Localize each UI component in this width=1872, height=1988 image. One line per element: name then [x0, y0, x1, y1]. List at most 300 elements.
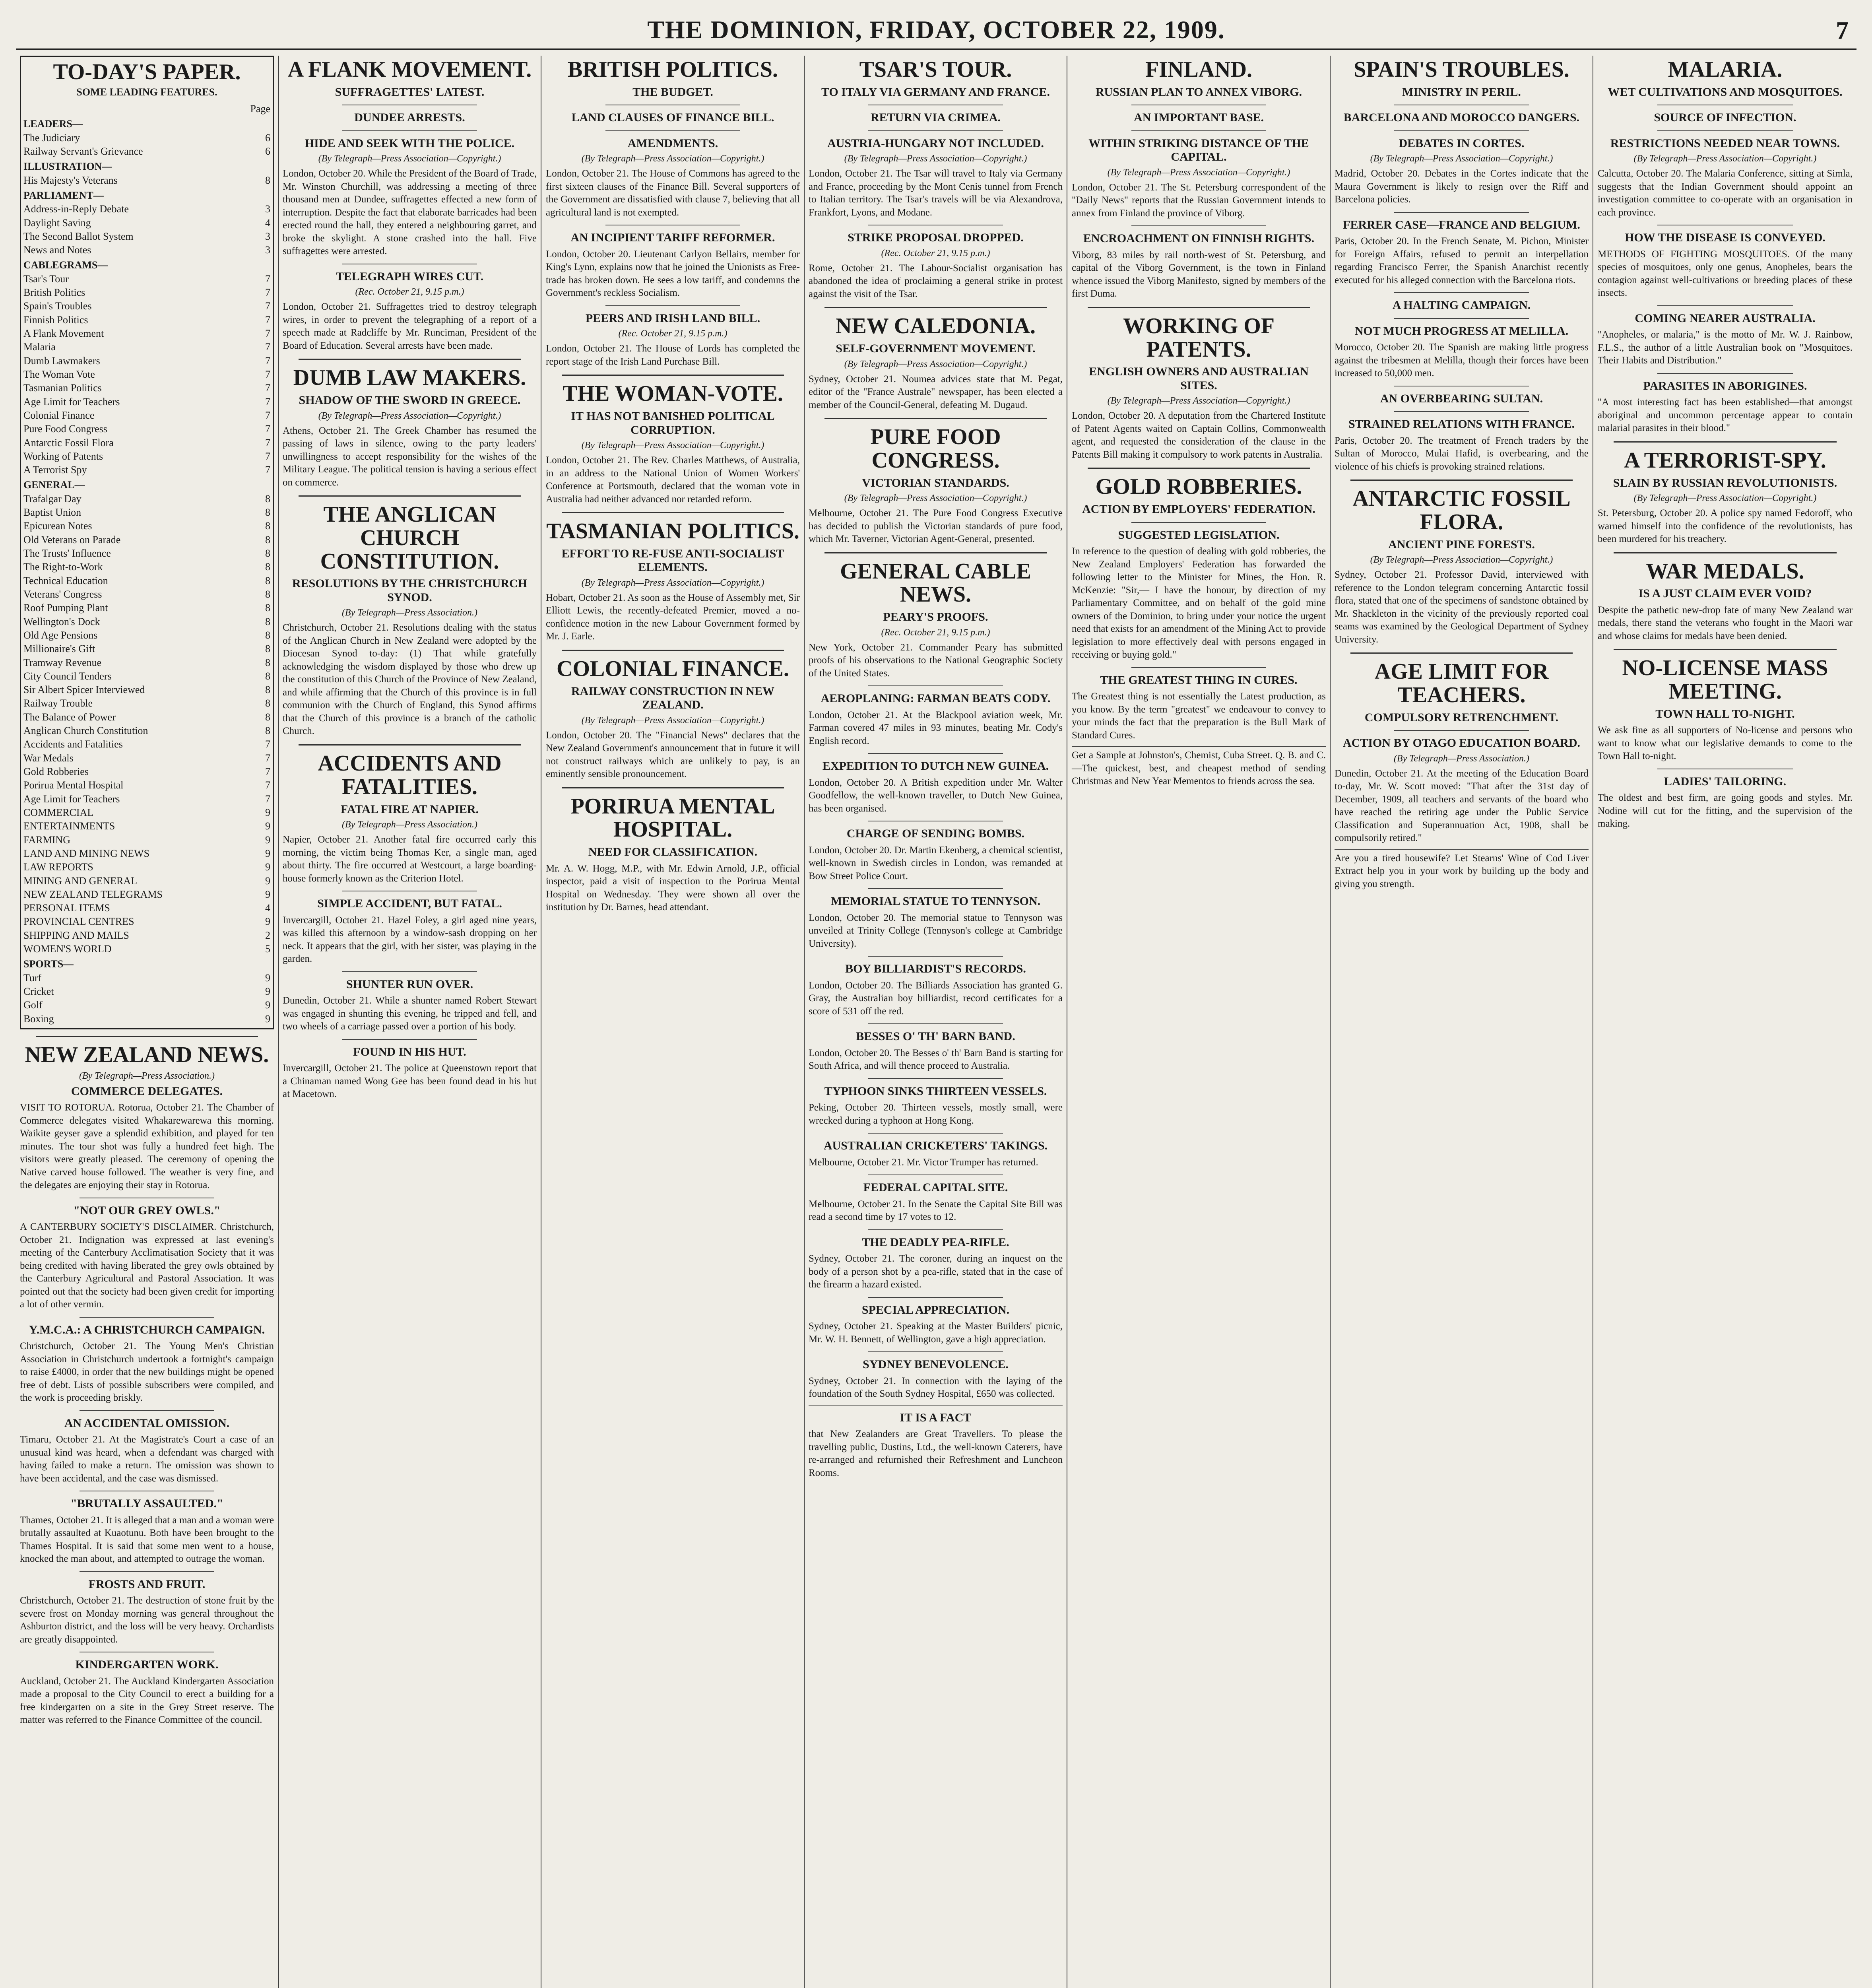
article-subheading: WITHIN STRIKING DISTANCE OF THE CAPITAL. [1088, 136, 1309, 164]
article-subheading: "BRUTALLY ASSAULTED." [70, 1497, 223, 1510]
article-subheading: SHADOW OF THE SWORD IN GREECE. [299, 394, 521, 407]
column-c6 [1331, 56, 1593, 1988]
sub-divider [868, 1078, 1003, 1079]
index-row-page: 2 [265, 929, 270, 941]
article-divider [562, 375, 784, 376]
article-divider [824, 418, 1047, 419]
article-headline: NEW ZEALAND NEWS. [25, 1042, 269, 1067]
index-row-label: Spain's Troubles [23, 300, 92, 312]
index-row-page: 8 [265, 507, 270, 518]
index-row [23, 299, 270, 313]
index-row-label: Baptist Union [23, 507, 81, 518]
article-subheading: DEBATES IN CORTES. [1399, 136, 1525, 150]
index-row-label: Veterans' Congress [23, 588, 102, 600]
index-row-label: Porirua Mental Hospital [23, 779, 124, 791]
article-body: Invercargill, October 21. Hazel Foley, a girl aged nine years, was killed this afternoon by a window-sash dropping on her neck. It appears that the girl, with her sister, was playing in the garden. [283, 914, 537, 965]
index-row-page: 8 [265, 684, 270, 696]
index-row-label: Age Limit for Teachers [23, 396, 120, 408]
index-row-label: PROVINCIAL CENTRES [23, 916, 134, 928]
article-divider [562, 650, 784, 651]
article-divider [562, 787, 784, 788]
article-body: London, October 20. The Besses o' th' Barn Band is starting for South Africa, and will thence proceed to Australia. [809, 1047, 1063, 1072]
article-credit: (By Telegraph—Press Association.) [79, 1070, 215, 1081]
article-divider [1350, 652, 1573, 654]
index-row-label: Old Age Pensions [23, 629, 98, 641]
article-subheading: PEERS AND IRISH LAND BILL. [585, 311, 760, 325]
article-body: London, October 21. The House of Commons has agreed to the first sixteen clauses of the Finance Bill. Several supporters of the Government are dissatisfied with clause 7, believing that all agricultural land is not exempted. [546, 168, 800, 218]
article-subheading: COMMERCE DELEGATES. [71, 1084, 223, 1098]
article-headline: FINLAND. [1145, 57, 1253, 82]
index-row-label: Malaria [23, 341, 56, 353]
sub-divider [868, 888, 1003, 889]
index-row [23, 174, 270, 187]
index-row-page: 8 [265, 697, 270, 709]
index-row-page: 7 [265, 273, 270, 285]
index-row-label: Gold Robberies [23, 766, 89, 777]
index-row-page: 8 [265, 643, 270, 655]
index-row-page: 7 [265, 368, 270, 380]
article-subheading: ACTION BY EMPLOYERS' FEDERATION. [1082, 503, 1315, 516]
index-row-page: 3 [265, 203, 270, 215]
index-row [23, 158, 270, 173]
sub-divider [80, 1571, 214, 1572]
article-subheading: ACTION BY OTAGO EDUCATION BOARD. [1343, 736, 1580, 750]
index-row [23, 492, 270, 506]
index-row [23, 642, 270, 656]
article-headline: A TERRORIST-SPY. [1624, 448, 1826, 473]
index-row [23, 354, 270, 368]
index-row-label: Tasmanian Politics [23, 382, 102, 394]
article-subheading: PEARY'S PROOFS. [883, 610, 988, 624]
index-row-label: NEW ZEALAND TELEGRAMS [23, 888, 163, 900]
article-subheading: WET CULTIVATIONS AND MOSQUITOES. [1608, 85, 1843, 99]
article-subheading: AUSTRIA-HUNGARY NOT INCLUDED. [827, 136, 1044, 150]
article-subheading: LADIES' TAILORING. [1664, 775, 1787, 788]
index-row-page: 7 [265, 382, 270, 394]
article-credit: (By Telegraph—Press Association.) [1393, 753, 1530, 764]
article-subheading: FOUND IN HIS HUT. [353, 1045, 466, 1058]
index-row-page: 8 [265, 547, 270, 559]
article-credit: (By Telegraph—Press Association—Copyright.) [1370, 555, 1553, 565]
index-row-page: 7 [265, 423, 270, 435]
page-number: 7 [1836, 16, 1849, 45]
index-row-label: Finnish Politics [23, 314, 88, 326]
article-headline: GENERAL CABLE NEWS. [840, 559, 1031, 607]
sub-divider [1657, 130, 1793, 131]
index-row-page: 9 [265, 806, 270, 818]
index-subtitle: SOME LEADING FEATURES. [76, 86, 217, 98]
index-row-page: 7 [265, 793, 270, 805]
index-row-page: 7 [265, 314, 270, 326]
article-subheading: AN OVERBEARING SULTAN. [1380, 392, 1543, 405]
article-body: Christchurch, October 21. Resolutions dealing with the status of the Anglican Church in New Zealand were adopted by the Diocesan Synod to-day: (1) That while gratefully acknowledging the wisdom displayed by those who drew up the constitution of this Church of the Province of New Zealand, and while affirming that the Church of this province is in full communion with the Church of England, this Synod affirms that the Church of this province is a branch of the catholic Church. [283, 622, 537, 737]
index-row [23, 888, 270, 901]
index-row-label: LAND AND MINING NEWS [23, 847, 150, 859]
index-row-page: 9 [265, 847, 270, 859]
index-row-label: City Council Tenders [23, 670, 112, 682]
index-row [23, 874, 270, 888]
index-row-page: 7 [265, 437, 270, 448]
index-row [23, 711, 270, 724]
article-body: London, October 20. The "Financial News" declares that the New Zealand Government's announcement that in future it will not construct railways which are unlikely to pay, is an eminently sensible pronouncement. [546, 730, 800, 780]
article-credit: (By Telegraph—Press Association—Copyright.) [1633, 153, 1817, 164]
sub-divider [605, 305, 740, 306]
article-subheading: TELEGRAPH WIRES CUT. [336, 270, 484, 283]
article-headline: BRITISH POLITICS. [567, 57, 778, 82]
article-subheading: AN ACCIDENTAL OMISSION. [64, 1416, 230, 1430]
index-row-page: 5 [265, 943, 270, 955]
sub-divider [1131, 667, 1266, 668]
index-row-label: Anglican Church Constitution [23, 725, 148, 737]
article-body: Christchurch, October 21. The Young Men's Christian Association in Christchurch undertook a fortnight's campaign to raise £4000, in order that the new buildings might be opened free of debt. Lists of possible subscribers were compiled, and the work is proceeding briskly. [20, 1341, 274, 1404]
index-row [23, 409, 270, 422]
sub-divider [1394, 292, 1529, 293]
index-row [23, 272, 270, 286]
index-row-page: 7 [265, 738, 270, 750]
article-subheading: SLAIN BY RUSSIAN REVOLUTIONISTS. [1613, 476, 1837, 489]
article-subheading: PARASITES IN ABORIGINES. [1643, 379, 1807, 392]
column-c4 [805, 56, 1067, 1988]
index-row-label: CABLEGRAMS— [23, 259, 108, 271]
article-subheading: SOURCE OF INFECTION. [1654, 111, 1796, 124]
article-body: London, October 20. The memorial statue to Tennyson was unveiled at Trinity College (Tennyson's college at Cambridge University). [809, 912, 1063, 949]
article-body: "A most interesting fact has been established—that amongst aboriginal and uncommon percentage appear to contain malarial parasites in their blood." [1598, 397, 1853, 434]
article-body: Melbourne, October 21. The Pure Food Congress Executive has decided to publish the Victorian standards of pure food, which Mr. Taverner, Victorian Agent-General, presented. [809, 508, 1063, 545]
article-divider [1350, 480, 1573, 481]
article-headline: TSAR'S TOUR. [859, 57, 1012, 82]
article-subheading: THE BUDGET. [632, 85, 713, 99]
sub-divider [342, 130, 477, 131]
index-row-page: 7 [265, 287, 270, 299]
index-row-label: SPORTS— [23, 958, 74, 970]
article-body: Viborg, 83 miles by rail north-west of St. Petersburg, and capital of the Viborg Government, is the town in Finland whence issued the Viborg Manifesto, signed by members of the first Duma. [1072, 249, 1326, 299]
index-row [23, 519, 270, 533]
index-row-label: COMMERCIAL [23, 806, 94, 818]
article-subheading: ANCIENT PINE FORESTS. [1388, 538, 1535, 551]
index-row [23, 670, 270, 683]
column-c5 [1068, 56, 1331, 1988]
article-credit: (By Telegraph—Press Association—Copyright.) [844, 359, 1027, 369]
article-subheading: ENCROACHMENT ON FINNISH RIGHTS. [1083, 232, 1315, 245]
index-row-label: ILLUSTRATION— [23, 161, 113, 173]
article-subheading: THE GREATEST THING IN CURES. [1100, 673, 1298, 687]
article-subheading: ENGLISH OWNERS AND AUSTRALIAN SITES. [1089, 365, 1309, 392]
article-subheading: AN IMPORTANT BASE. [1133, 111, 1264, 124]
article-body: Sydney, October 21. The coroner, during an inquest on the body of a person shot by a pea-rifle, stated that in the case of the firearm a hazard existed. [809, 1253, 1063, 1290]
index-box [20, 56, 274, 1029]
sub-divider [868, 1133, 1003, 1134]
index-row-label: The Second Ballot System [23, 230, 134, 242]
article-credit: (By Telegraph—Press Association—Copyright.) [844, 493, 1027, 504]
sub-divider [80, 1410, 214, 1411]
index-page-heading: Page [250, 103, 270, 115]
index-row-page: 9 [265, 820, 270, 832]
index-row-label: Age Limit for Teachers [23, 793, 120, 805]
article-body: We ask fine as all supporters of No-license and persons who want to know what our legislative demands to come to the Town Hall to-night. [1598, 725, 1853, 762]
index-row-label: The Trusts' Influence [23, 547, 111, 559]
index-row-page: 7 [265, 409, 270, 421]
article-headline: NO-LICENSE MASS MEETING. [1622, 656, 1828, 704]
advertisement [1335, 849, 1589, 891]
article-body: London, October 21. The St. Petersburg correspondent of the "Daily News" reports that the Russian Government intends to annex from Finland the province of Viborg. [1072, 182, 1326, 219]
article-headline: NEW CALEDONIA. [835, 314, 1036, 339]
article-credit: (Rec. October 21, 9.15 p.m.) [355, 287, 464, 297]
article-subheading: SHUNTER RUN OVER. [346, 977, 473, 991]
index-row-label: Wellington's Dock [23, 615, 100, 627]
index-row-label: Pure Food Congress [23, 423, 107, 435]
index-row [23, 601, 270, 615]
article-credit: (Rec. October 21, 9.15 p.m.) [881, 627, 990, 638]
article-body: Timaru, October 21. At the Magistrate's Court a case of an unusual kind was heard, when a defendant was charged with having failed to make a return. The omission was shown to have been accidental, and the case was dismissed. [20, 1434, 274, 1484]
article-headline: GOLD ROBBERIES. [1095, 474, 1302, 499]
index-row-page: 8 [265, 534, 270, 546]
article-credit: (By Telegraph—Press Association—Copyright.) [318, 410, 501, 421]
index-row [23, 422, 270, 436]
index-row [23, 656, 270, 670]
index-page-heading-row [23, 102, 270, 116]
article-body: London, October 20. The Billiards Association has granted G. Gray, the Australian boy billiardist, record certificates for a score of 531 off the red. [809, 980, 1063, 1017]
sub-divider [868, 1297, 1003, 1298]
article-headline: MALARIA. [1668, 57, 1783, 82]
index-row-label: The Right-to-Work [23, 561, 103, 573]
index-row-label: Roof Pumping Plant [23, 602, 108, 614]
article-subheading: STRIKE PROPOSAL DROPPED. [848, 231, 1024, 245]
index-row-page: 9 [265, 888, 270, 900]
article-subheading: VICTORIAN STANDARDS. [862, 476, 1009, 489]
article-credit: (By Telegraph—Press Association—Copyright.) [1633, 493, 1817, 504]
index-row [23, 243, 270, 257]
article-subheading: Y.M.C.A.: A CHRISTCHURCH CAMPAIGN. [29, 1323, 265, 1336]
index-row [23, 450, 270, 463]
index-row [23, 724, 270, 738]
article-body: Sydney, October 21. Speaking at the Master Builders' picnic, Mr. W. H. Bennett, of Wellington, gave a high appreciation. [809, 1321, 1063, 1345]
index-row [23, 216, 270, 230]
index-row-page: 4 [265, 217, 270, 229]
index-row [23, 131, 270, 145]
column-index [16, 56, 279, 1988]
article-body: London, October 20. While the President of the Board of Trade, Mr. Winston Churchill, was addressing a meeting of three thousand men at Dundee, suffragettes effected a new form of interruption. Despite the fact that elaborate barricades had been erected round the hall, they entered a neighbouring garret, and broke the skylight. A stone crashed into the hall. Five suffragettes were arrested. [283, 168, 537, 257]
sub-divider [868, 956, 1003, 957]
index-row-label: A Terrorist Spy [23, 464, 87, 476]
advertisement-body: that New Zealanders are Great Travellers. To please the travelling public, Dustins, Ltd., the well-known Caterers, have re-arranged and refurnished their Refreshment and Luncheon Rooms. [809, 1429, 1063, 1478]
index-row [23, 506, 270, 519]
index-row [23, 738, 270, 751]
article-divider [36, 1036, 258, 1037]
sub-divider [1131, 130, 1266, 131]
article-body: London, October 20. A deputation from the Chartered Institute of Patent Agents waited on Captain Collins, Commonwealth agent, and requested the consideration of the clause in the Patents Bill making it compulsory to work patents in Australia. [1072, 410, 1326, 460]
index-row-label: Millionaire's Gift [23, 643, 95, 655]
article-body: In reference to the question of dealing with gold robberies, the New Zealand Employers' Federation has forwarded the following letter to the Minister for Mines, the Hon. R. McKenzie: "Sir,— I have the honour, by direction of my Parliamentary Committee, and on behalf of the gold mine owners of the Dominion, to bring under your notice the urgent need that exists for an amendment of the Mining Act to provide legislation to more effectively deal with persons engaged in receiving or buying gold." [1072, 546, 1326, 660]
sub-divider [1394, 318, 1529, 319]
index-row [23, 956, 270, 971]
index-row [23, 574, 270, 588]
article-body: Dunedin, October 21. While a shunter named Robert Stewart was engaged in shunting this evening, he tripped and fell, and two wheels of a carriage passed over a portion of his body. [283, 995, 537, 1032]
index-row-label: Railway Servant's Grievance [23, 145, 143, 157]
article-subheading: SELF-GOVERNMENT MOVEMENT. [836, 342, 1036, 355]
index-row-label: Old Veterans on Parade [23, 534, 121, 546]
article-subheading: AEROPLANING: FARMAN BEATS CODY. [821, 692, 1051, 705]
article-divider [299, 495, 521, 497]
index-row-label: Epicurean Notes [23, 520, 92, 532]
index-row-page: 7 [265, 752, 270, 764]
article-body: Madrid, October 20. Debates in the Cortes indicate that the Maura Government is likely to resign over the Riff and Barcelona policies. [1335, 168, 1589, 205]
index-row-page: 9 [265, 861, 270, 873]
columns-container [16, 56, 1856, 1988]
article-subheading: IS A JUST CLAIM EVER VOID? [1638, 587, 1812, 600]
article-subheading: SPECIAL APPRECIATION. [861, 1303, 1010, 1316]
index-row-label: Turf [23, 972, 42, 984]
article-body: Mr. A. W. Hogg, M.P., with Mr. Edwin Arnold, J.P., official inspector, paid a visit of inspection to the Porirua Mental Hospital on Wednesday. They were shown all over the institution by Dr. Barnes, head attendant. [546, 863, 800, 913]
index-row [23, 929, 270, 942]
advertisement-body: Get a Sample at Johnston's, Chemist, Cuba Street. Q. B. and C.—The quickest, best, and cheapest method of sending Christmas and New Year Mementos to friends across the sea. [1072, 750, 1326, 787]
index-row [23, 615, 270, 629]
index-row-page [268, 187, 270, 202]
sub-divider [1394, 730, 1529, 731]
index-row [23, 381, 270, 395]
article-body: Rome, October 21. The Labour-Socialist organisation has abandoned the idea of proclaiming a general strike in protest against the visit of the Tsar. [809, 262, 1063, 299]
index-row-label: Daylight Saving [23, 217, 91, 229]
index-row-page [268, 477, 270, 492]
advertisement-body: Are you a tired housewife? Let Stearns' Wine of Cod Liver Extract help you in your work by building up the body and giving you strength. [1335, 852, 1589, 889]
index-row-page: 9 [265, 972, 270, 984]
article-headline: DUMB LAW MAKERS. [293, 365, 526, 390]
index-row [23, 436, 270, 450]
article-body: Melbourne, October 21. In the Senate the Capital Site Bill was read a second time by 17 votes to 12. [809, 1198, 1063, 1223]
article-subheading: BARCELONA AND MOROCCO DANGERS. [1343, 111, 1580, 124]
advertisement-heading: IT IS A FACT [900, 1411, 972, 1424]
index-row-page: 8 [265, 174, 270, 186]
article-subheading: SUFFRAGETTES' LATEST. [335, 85, 485, 99]
article-headline: WAR MEDALS. [1646, 559, 1804, 584]
article-divider [1614, 441, 1837, 443]
sub-divider [605, 130, 740, 131]
article-body: London, October 21. At the Blackpool aviation week, Mr. Farman covered 47 miles in 93 minutes, beating Mr. Cody's English record. [809, 709, 1063, 746]
index-row [23, 368, 270, 381]
index-row-page: 8 [265, 602, 270, 614]
masthead-title: THE DOMINION, FRIDAY, OCTOBER 22, 1909. [647, 16, 1225, 44]
index-row-page: 8 [265, 615, 270, 627]
index-row-label: Boxing [23, 1013, 54, 1025]
index-row [23, 116, 270, 131]
index-row-page: 8 [265, 588, 270, 600]
index-row-page: 7 [265, 779, 270, 791]
sub-divider [868, 1023, 1003, 1024]
index-row [23, 187, 270, 202]
index-row [23, 202, 270, 216]
article-body: "Anopheles, or malaria," is the motto of Mr. W. J. Rainbow, F.L.S., the author of a little Australian book on "Mosquitoes. Their Habits and Distribution." [1598, 329, 1853, 366]
article-body: A CANTERBURY SOCIETY'S DISCLAIMER. Christchurch, October 21. Indignation was expressed at last evening's meeting of the Canterbury Acclimatisation Society that it was being credited with having liberated the grey owls obtained by the Canterbury Agricultural and Pastoral Association. It was pointed out that the society had been given credit for importing a lot of other vermin. [20, 1221, 274, 1310]
index-row-label: The Balance of Power [23, 711, 116, 723]
index-row-label: WOMEN'S WORLD [23, 943, 112, 955]
index-row [23, 985, 270, 998]
index-row [23, 327, 270, 340]
article-credit: (By Telegraph—Press Association—Copyright.) [581, 440, 764, 451]
index-row-page: 6 [265, 145, 270, 157]
article-body: London, October 20. Lieutenant Carlyon Bellairs, member for King's Lynn, explains now that he joined the Unionists as Free-trade has broken down. He sees a low tariff, and condemns the Government's reckless Socialism. [546, 248, 800, 299]
article-subheading: TYPHOON SINKS THIRTEEN VESSELS. [824, 1084, 1047, 1098]
article-body: Christchurch, October 21. The destruction of stone fruit by the severe frost on Monday morning was general throughout the Ashburton district, and the loss will be very heavy. Orchardists are greatly disappointed. [20, 1595, 274, 1645]
article-headline: A FLANK MOVEMENT. [287, 57, 532, 82]
article-body: Melbourne, October 21. Mr. Victor Trumper has returned. [809, 1157, 1038, 1168]
article-subheading: KINDERGARTEN WORK. [75, 1658, 219, 1672]
index-row-page: 7 [265, 450, 270, 462]
index-row-label: PERSONAL ITEMS [23, 902, 110, 914]
index-row [23, 697, 270, 710]
advertisement [809, 1405, 1063, 1480]
index-row-label: Trafalgar Day [23, 493, 81, 505]
article-body: Paris, October 20. In the French Senate, M. Pichon, Minister for Foreign Affairs, refused to permit an interpellation regarding Francisco Ferrer, the Spanish Anarchist recently executed for his alleged connection with the Barcelona riots. [1335, 236, 1589, 285]
article-subheading: TO ITALY VIA GERMANY AND FRANCE. [821, 85, 1050, 99]
index-row-page [268, 956, 270, 971]
article-headline: THE ANGLICAN CHURCH CONSTITUTION. [320, 502, 499, 574]
article-subheading: AMENDMENTS. [627, 136, 718, 150]
index-row-label: British Politics [23, 287, 85, 299]
index-row-page: 8 [265, 711, 270, 723]
index-row-label: Golf [23, 999, 43, 1011]
article-body: Athens, October 21. The Greek Chamber has resumed the passing of laws in silence, owing to the party leaders' unwillingness to accept responsibility for the wishes of the Military League. The political tension is having a serious effect on commerce. [283, 425, 537, 488]
article-headline: TASMANIAN POLITICS. [546, 519, 799, 544]
article-body: Paris, October 20. The treatment of French traders by the Sultan of Morocco, Mulai Hafid, is overbearing, and the violence of his chiefs is provoking strained relations. [1335, 435, 1589, 472]
article-subheading: STRAINED RELATIONS WITH FRANCE. [1348, 417, 1575, 431]
index-row-label: Working of Patents [23, 450, 103, 462]
index-row-page: 9 [265, 986, 270, 997]
article-subheading: FATAL FIRE AT NAPIER. [340, 802, 479, 816]
index-row-page: 8 [265, 561, 270, 573]
index-row-label: ENTERTAINMENTS [23, 820, 115, 832]
article-divider [824, 552, 1047, 553]
article-body: Sydney, October 21. In connection with the laying of the foundation of the South Sydney Hospital, £650 was collected. [809, 1375, 1063, 1400]
article-headline: WORKING OF PATENTS. [1123, 313, 1275, 362]
article-headline: PORIRUA MENTAL HOSPITAL. [570, 794, 775, 842]
article-credit: (By Telegraph—Press Association.) [341, 608, 478, 618]
index-row-label: Tsar's Tour [23, 273, 69, 285]
article-subheading: TOWN HALL TO-NIGHT. [1655, 707, 1795, 720]
article-body: Despite the pathetic new-drop fate of many New Zealand war medals, there stand the veterans who fought in the Maori war and whose claims for medals have been denied. [1598, 604, 1853, 641]
article-credit: (By Telegraph—Press Association—Copyright.) [581, 153, 764, 164]
index-row-page: 8 [265, 520, 270, 532]
index-row [23, 942, 270, 956]
index-row-label: PARLIAMENT— [23, 189, 104, 201]
sub-divider [1394, 411, 1529, 412]
index-row [23, 230, 270, 243]
article-body: Auckland, October 21. The Auckland Kindergarten Association made a proposal to the City Council to erect a building for a free kindergarten on a site in the Grey Street reserve. The matter was referred to the Finance Committee of the council. [20, 1675, 274, 1726]
article-headline: COLONIAL FINANCE. [557, 656, 789, 681]
article-credit: (By Telegraph—Press Association—Copyright.) [581, 577, 764, 588]
article-divider [562, 512, 784, 513]
index-row [23, 833, 270, 847]
column-c7 [1594, 56, 1856, 1988]
sub-divider [868, 130, 1003, 131]
article-subheading: COMPULSORY RETRENCHMENT. [1364, 711, 1559, 724]
article-subheading: SUGGESTED LEGISLATION. [1118, 528, 1280, 542]
advertisement [1072, 746, 1326, 788]
index-row [23, 683, 270, 697]
index-row-label: The Woman Vote [23, 368, 95, 380]
article-headline: ACCIDENTS AND FATALITIES. [318, 751, 502, 799]
index-row-label: MINING AND GENERAL [23, 875, 137, 887]
index-row [23, 588, 270, 601]
sub-divider [80, 1317, 214, 1318]
article-body: VISIT TO ROTORUA. Rotorua, October 21. The Chamber of Commerce delegates visited Whakarewarewa this morning. Waikite geyser gave a splendid exhibition, and played for ten minutes. The tour shot was fully a hundred feet high. The visitors were greatly pleased. The ceremony of opening the Native carved house followed. The weather is very fine, and the delegates are enjoying their stay in Rotorua. [20, 1102, 274, 1191]
index-row-label: Sir Albert Spicer Interviewed [23, 684, 145, 696]
index-row-label: Accidents and Fatalities [23, 738, 123, 750]
index-row [23, 547, 270, 560]
newspaper-page [16, 12, 1856, 1988]
article-headline: SPAIN'S TROUBLES. [1354, 57, 1569, 82]
article-subheading: SYDNEY BENEVOLENCE. [863, 1358, 1009, 1371]
article-subheading: IT HAS NOT BANISHED POLITICAL CORRUPTION. [571, 410, 775, 437]
article-subheading: AUSTRALIAN CRICKETERS' TAKINGS. [823, 1139, 1048, 1153]
